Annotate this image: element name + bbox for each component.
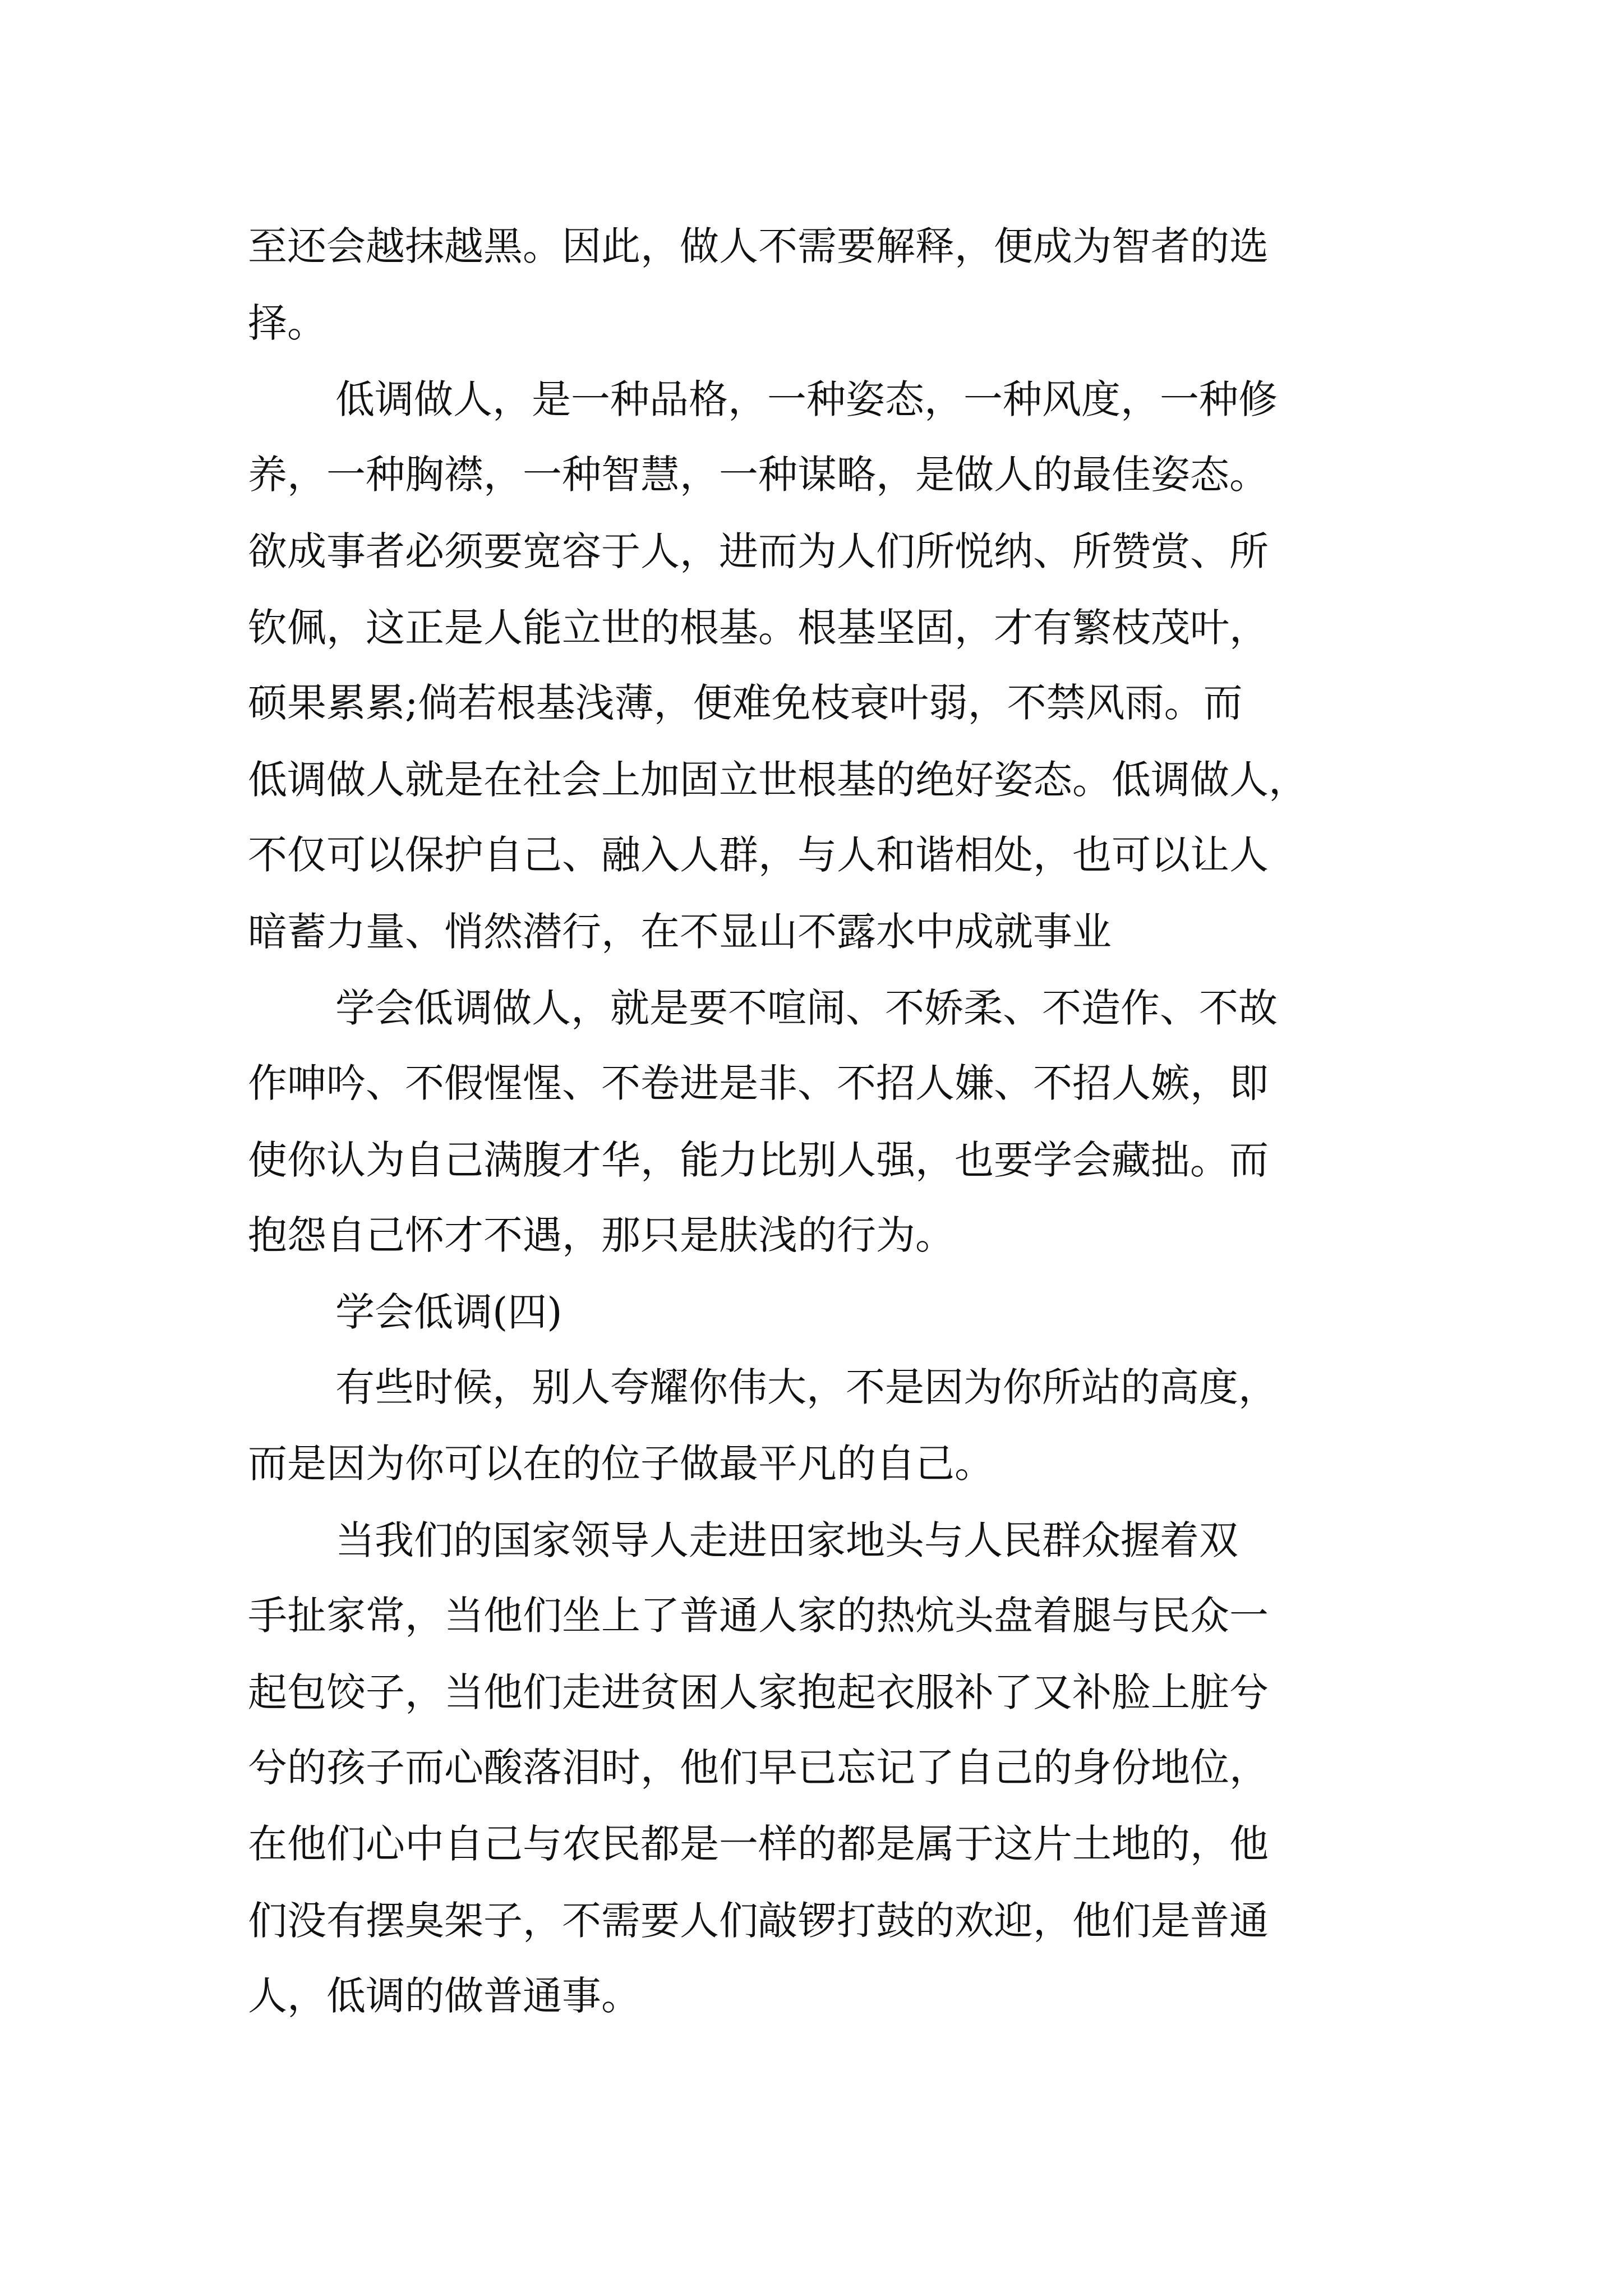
text-line: 手扯家常，当他们坐上了普通人家的热炕头盘着腿与民众一 [248, 1593, 1269, 1639]
text-line: 起包饺子，当他们走进贫困人家抱起衣服补了又补脸上脏兮 [248, 1669, 1269, 1715]
text-line: 在他们心中自己与农民都是一样的都是属于这片土地的，他 [248, 1821, 1269, 1867]
text-line: 择。 [248, 300, 326, 346]
section-heading: 学会低调(四) [335, 1289, 562, 1335]
paragraph-first-line: 低调做人，是一种品格，一种姿态，一种风度，一种修 [335, 376, 1278, 422]
text-line: 养，一种胸襟，一种智慧，一种谋略，是做人的最佳姿态。 [248, 452, 1269, 498]
text-line: 钦佩，这正是人能立世的根基。根基坚固，才有繁枝茂叶， [248, 605, 1269, 651]
text-line: 而是因为你可以在的位子做最平凡的自己。 [248, 1441, 994, 1487]
paragraph-first-line: 当我们的国家领导人走进田家地头与人民群众握着双 [335, 1517, 1238, 1563]
text-line: 低调做人就是在社会上加固立世根基的绝好姿态。低调做人， [248, 757, 1308, 803]
text-line: 人，低调的做普通事。 [248, 1973, 640, 2019]
text-line: 硕果累累;倘若根基浅薄，便难免枝衰叶弱，不禁风雨。而 [248, 680, 1243, 726]
text-line: 至还会越抹越黑。因此，做人不需要解释，便成为智者的选 [248, 223, 1269, 269]
paragraph-first-line: 有些时候，别人夸耀你伟大，不是因为你所站的高度， [335, 1364, 1278, 1410]
paragraph-first-line: 学会低调做人，就是要不喧闹、不娇柔、不造作、不故 [335, 985, 1278, 1031]
text-line: 抱怨自己怀才不遇，那只是肤浅的行为。 [248, 1212, 955, 1258]
text-line: 暗蓄力量、悄然潜行，在不显山不露水中成就事业 [248, 909, 1112, 955]
text-line: 们没有摆臭架子，不需要人们敲锣打鼓的欢迎，他们是普通 [248, 1898, 1269, 1944]
text-line: 不仅可以保护自己、融入人群，与人和谐相处，也可以让人 [248, 832, 1269, 878]
text-line: 作呻吟、不假惺惺、不卷进是非、不招人嫌、不招人嫉，即 [248, 1060, 1269, 1106]
text-line: 欲成事者必须要宽容于人，进而为人们所悦纳、所赞赏、所 [248, 528, 1269, 574]
text-line: 兮的孩子而心酸落泪时，他们早已忘记了自己的身份地位， [248, 1745, 1269, 1791]
text-line: 使你认为自己满腹才华，能力比别人强，也要学会藏拙。而 [248, 1137, 1269, 1183]
